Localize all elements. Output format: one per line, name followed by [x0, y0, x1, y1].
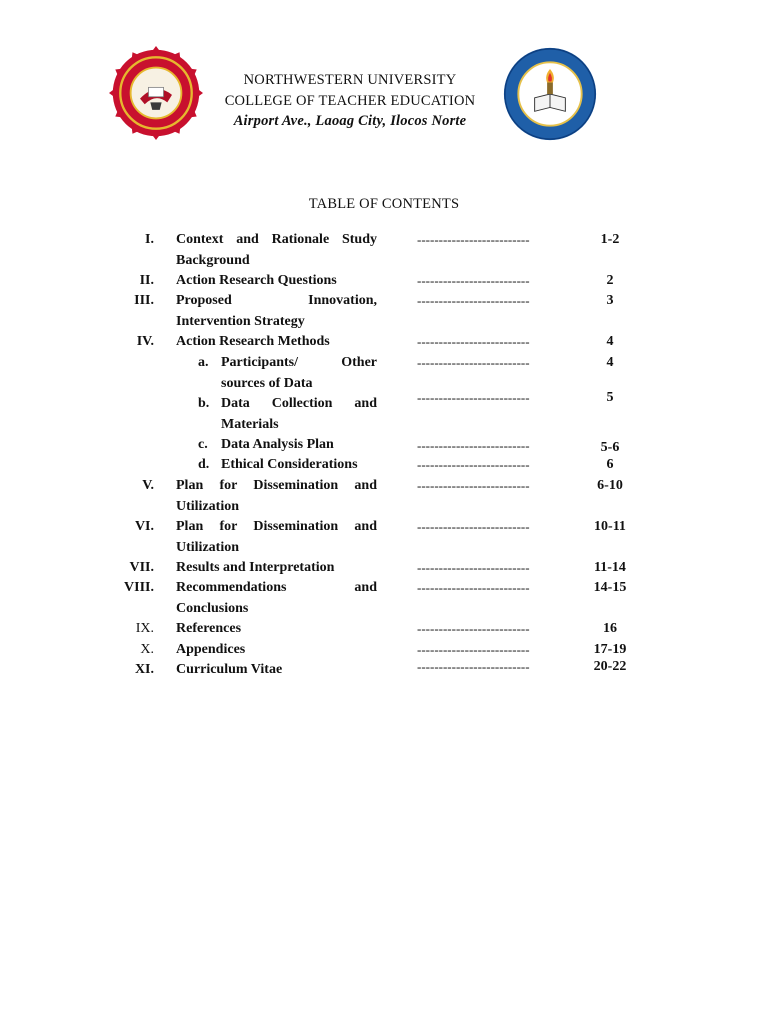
institution-header — [200, 70, 500, 132]
toc-entry-number: X. — [140, 642, 154, 657]
university-name: NORTHWESTERN UNIVERSITY — [243, 72, 457, 88]
toc-entry-page: 6-10 — [597, 478, 623, 493]
toc-entry-title: Participants/ Other sources of Data — [221, 355, 377, 391]
toc-leader-dots: -------------------------- — [417, 560, 530, 575]
toc-entry-title: Context and Rationale Study Background — [176, 232, 377, 268]
toc-entry-number: XI. — [134, 662, 154, 677]
toc-entry-title: Data Collection and Materials — [221, 396, 377, 432]
toc-subentry-letter: d. — [198, 457, 210, 472]
toc-entry-title: Proposed Innovation, Intervention Strategy — [176, 293, 377, 329]
toc-entry-number: VI. — [134, 519, 154, 534]
toc-leader-dots: -------------------------- — [417, 232, 530, 247]
toc-entry-number: II. — [139, 273, 154, 288]
toc-entry-number: V. — [142, 478, 154, 493]
toc-entry-page: 6 — [606, 457, 614, 472]
toc-leader-dots: -------------------------- — [417, 457, 530, 472]
toc-entry-title: Plan for Dissemination and Utilization — [176, 519, 377, 555]
toc-entry-title: Curriculum Vitae — [176, 662, 283, 677]
toc-entry-title: Action Research Methods — [176, 334, 330, 349]
toc-entry-page: 11-14 — [594, 560, 626, 575]
toc-leader-dots: -------------------------- — [417, 438, 530, 453]
toc-entry-page: 10-11 — [594, 519, 626, 534]
toc-entry-number: VIII. — [124, 580, 154, 595]
toc-entry-page: 2 — [606, 273, 614, 288]
toc-entry-title: Appendices — [176, 642, 246, 657]
toc-entry-title: Results and Interpretation — [176, 560, 335, 575]
college-name: COLLEGE OF TEACHER EDUCATION — [224, 92, 476, 109]
toc-entry-title: Plan for Dissemination and Utilization — [176, 478, 377, 514]
toc-leader-dots: -------------------------- — [417, 580, 530, 595]
toc-entry-title: Data Analysis Plan — [221, 437, 334, 452]
toc-entry-title: Action Research Questions — [176, 273, 337, 288]
toc-leader-dots: -------------------------- — [417, 293, 530, 308]
toc-entry-title: Recommendations and Conclusions — [176, 580, 377, 616]
toc-entry-page: 4 — [606, 355, 614, 370]
toc-leader-dots: -------------------------- — [417, 519, 530, 534]
toc-title: TABLE OF CONTENTS — [308, 196, 460, 212]
northwestern-university-seal — [109, 46, 203, 140]
address: Airport Ave., Laoag City, Ilocos Norte — [233, 113, 467, 129]
toc-entry-page: 4 — [606, 334, 614, 349]
toc-leader-dots: -------------------------- — [417, 334, 530, 349]
toc-entry-page: 17-19 — [593, 642, 627, 657]
toc-leader-dots: -------------------------- — [417, 273, 530, 288]
toc-subentry-letter: a. — [198, 355, 209, 370]
toc-entry-title: References — [176, 621, 242, 636]
toc-leader-dots: -------------------------- — [417, 355, 530, 370]
toc-entry-title: Ethical Considerations — [221, 457, 358, 472]
toc-entry-number: VII. — [129, 560, 154, 575]
college-of-teacher-education-seal — [502, 46, 598, 142]
toc-leader-dots: -------------------------- — [417, 621, 530, 636]
toc-leader-dots: -------------------------- — [417, 642, 530, 657]
toc-entry-number: III. — [134, 293, 154, 308]
toc-subentry-letter: b. — [198, 396, 210, 411]
toc-subentry-letter: c. — [198, 437, 208, 452]
toc-leader-dots: -------------------------- — [417, 390, 530, 405]
toc-entry-page: 3 — [606, 293, 614, 308]
toc-entry-page: 16 — [603, 621, 617, 636]
toc-entry-page: 20-22 — [593, 659, 627, 674]
toc-entry-page: 5 — [606, 390, 614, 405]
toc-entry-page: 1-2 — [600, 232, 620, 247]
toc-leader-dots: -------------------------- — [417, 478, 530, 493]
toc-entry-number: IX. — [135, 621, 154, 636]
toc-entry-page: 14-15 — [593, 580, 627, 595]
toc-entry-number: I. — [145, 232, 154, 247]
toc-entry-page: 5-6 — [600, 440, 620, 455]
toc-leader-dots: -------------------------- — [417, 659, 530, 674]
toc-entry-number: IV. — [136, 334, 154, 349]
